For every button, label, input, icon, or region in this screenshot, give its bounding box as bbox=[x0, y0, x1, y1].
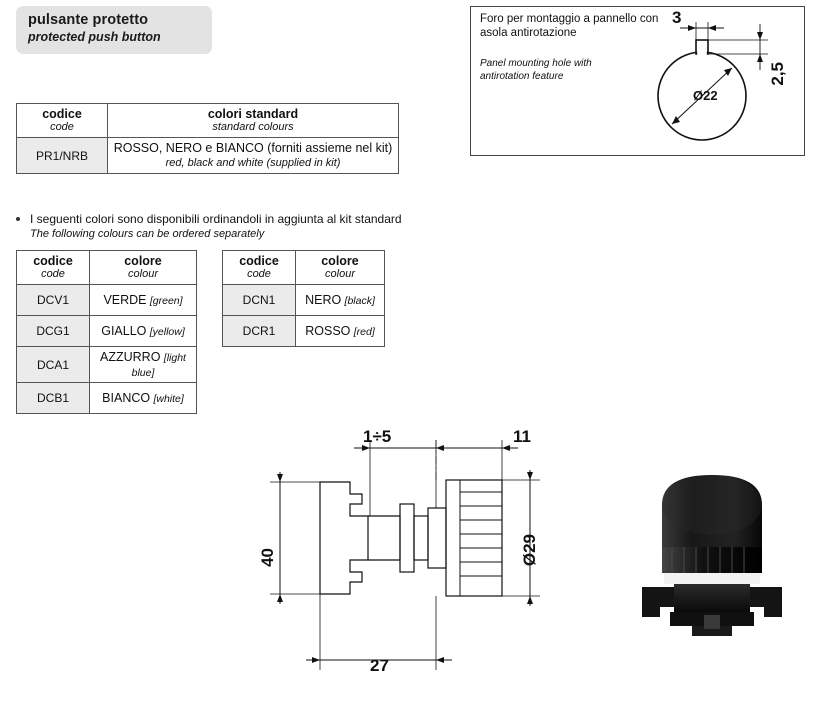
dim-diameter: Ø29 bbox=[520, 534, 539, 567]
panel-hole-diameter-dim: Ø22 bbox=[693, 88, 718, 103]
colour-code: DCB1 bbox=[17, 383, 90, 414]
note-italian: I seguenti colori sono disponibili ordinandoli in aggiunta al kit standard bbox=[30, 212, 402, 226]
arrow-head bbox=[688, 25, 696, 31]
header-code-en: code bbox=[41, 268, 65, 280]
colour-name-it: GIALLO bbox=[101, 323, 147, 338]
header-colour-en: colour bbox=[325, 268, 355, 280]
colour-code: DCR1 bbox=[223, 316, 296, 347]
note-block bbox=[16, 212, 436, 242]
product-code: PR1/NRB bbox=[17, 138, 108, 174]
table-header-row bbox=[223, 251, 385, 285]
center-post bbox=[704, 615, 720, 629]
header-code-it: codice bbox=[33, 254, 73, 268]
dim-height: 40 bbox=[258, 548, 277, 567]
header-code-cell bbox=[17, 104, 108, 138]
table-header-row bbox=[17, 251, 197, 285]
panel-hole-caption-en: Panel mounting hole with antirotation feature bbox=[480, 58, 592, 82]
right-clip bbox=[750, 587, 782, 617]
colour-name-en: [white] bbox=[153, 392, 184, 405]
arrow-head bbox=[436, 445, 444, 451]
table-row bbox=[223, 316, 385, 347]
header-code-it: codice bbox=[239, 254, 279, 268]
colour-name-cell bbox=[296, 316, 385, 347]
header-colours-cell bbox=[108, 104, 399, 138]
colour-code: DCV1 bbox=[17, 285, 90, 316]
colour-name-en: [red] bbox=[353, 325, 375, 338]
cap-highlight bbox=[662, 475, 762, 535]
panel-hole-width-dim: 3 bbox=[672, 8, 682, 27]
table-row bbox=[17, 138, 399, 174]
product-colours-en: red, black and white (supplied in kit) bbox=[165, 157, 341, 169]
colour-name-it: NERO bbox=[305, 292, 342, 307]
arrow-head bbox=[312, 657, 320, 663]
title-italian: pulsante protetto bbox=[28, 12, 149, 28]
header-colours-en: standard colours bbox=[212, 121, 294, 133]
dim-front-length: 11 bbox=[513, 427, 531, 446]
colour-name-it: BIANCO bbox=[102, 390, 151, 405]
white-spacer bbox=[664, 573, 760, 584]
arrow-head bbox=[502, 445, 510, 451]
table-row bbox=[223, 285, 385, 316]
table-header-row bbox=[17, 104, 399, 138]
colour-name-it: VERDE bbox=[103, 292, 147, 307]
table-row bbox=[17, 316, 197, 347]
colour-name-en: [black] bbox=[344, 294, 375, 307]
table-row bbox=[17, 383, 197, 414]
colour-name-it: ROSSO bbox=[305, 323, 351, 338]
colour-name-cell bbox=[90, 316, 197, 347]
rear-bracket bbox=[320, 482, 368, 594]
colour-name-cell bbox=[90, 347, 197, 383]
header-code-cell bbox=[17, 251, 90, 285]
standard-colours-table bbox=[16, 103, 399, 174]
header-colour-it: colore bbox=[321, 254, 359, 268]
arrow-head bbox=[708, 25, 716, 31]
arrow-head bbox=[757, 54, 763, 62]
ribbed-ring bbox=[662, 547, 762, 573]
header-code-en: code bbox=[50, 121, 74, 133]
header-colour-it: colore bbox=[124, 254, 162, 268]
optional-colours-table-right bbox=[222, 250, 385, 347]
arrow-head bbox=[277, 594, 283, 602]
flange-plate bbox=[400, 504, 414, 572]
title-english: protected push button bbox=[28, 30, 161, 44]
dim-panel-thickness: 1÷5 bbox=[363, 427, 392, 446]
colour-name-it: AZZURRO bbox=[100, 350, 161, 364]
header-colours-it: colori standard bbox=[207, 107, 299, 121]
left-clip bbox=[642, 587, 674, 617]
mounting-body bbox=[674, 584, 750, 612]
colour-name-cell bbox=[90, 285, 197, 316]
colour-name-en: [green] bbox=[149, 294, 183, 307]
button-head bbox=[446, 480, 502, 596]
panel-hole-height-dim: 2,5 bbox=[768, 62, 787, 86]
product-colours-cell bbox=[108, 138, 399, 174]
table-row bbox=[17, 285, 197, 316]
colour-name-cell bbox=[90, 383, 197, 414]
header-colour-en: colour bbox=[128, 268, 158, 280]
arrow-head bbox=[277, 474, 283, 482]
header-code-en: code bbox=[247, 268, 271, 280]
title-block bbox=[16, 6, 212, 54]
table-row bbox=[17, 347, 197, 383]
colour-name-en: [yellow] bbox=[149, 325, 185, 338]
spacer bbox=[414, 516, 428, 560]
bullet-icon bbox=[16, 217, 20, 221]
header-code-cell bbox=[223, 251, 296, 285]
bushing bbox=[428, 508, 446, 568]
dim-body-length: 27 bbox=[370, 656, 389, 675]
optional-colours-table-left bbox=[16, 250, 197, 414]
slot-mask bbox=[697, 48, 707, 56]
header-colour-cell bbox=[90, 251, 197, 285]
arrow-head bbox=[757, 32, 763, 40]
product-colours-it: ROSSO, NERO e BIANCO (forniti assieme nel kit) bbox=[113, 141, 393, 155]
note-english: The following colours can be ordered separately bbox=[30, 228, 265, 240]
arrow-head bbox=[527, 596, 533, 604]
colour-name-en: [light blue] bbox=[131, 352, 186, 379]
product-photo bbox=[640, 455, 810, 655]
arrow-head bbox=[436, 657, 444, 663]
colour-code: DCN1 bbox=[223, 285, 296, 316]
header-code-it: codice bbox=[42, 107, 82, 121]
colour-code: DCA1 bbox=[17, 347, 90, 383]
colour-code: DCG1 bbox=[17, 316, 90, 347]
arrow-head bbox=[527, 472, 533, 480]
colour-name-cell bbox=[296, 285, 385, 316]
bracket-body bbox=[368, 516, 400, 560]
header-colour-cell bbox=[296, 251, 385, 285]
panel-hole-caption-it: Foro per montaggio a pannello con asola antirotazione bbox=[480, 13, 659, 39]
